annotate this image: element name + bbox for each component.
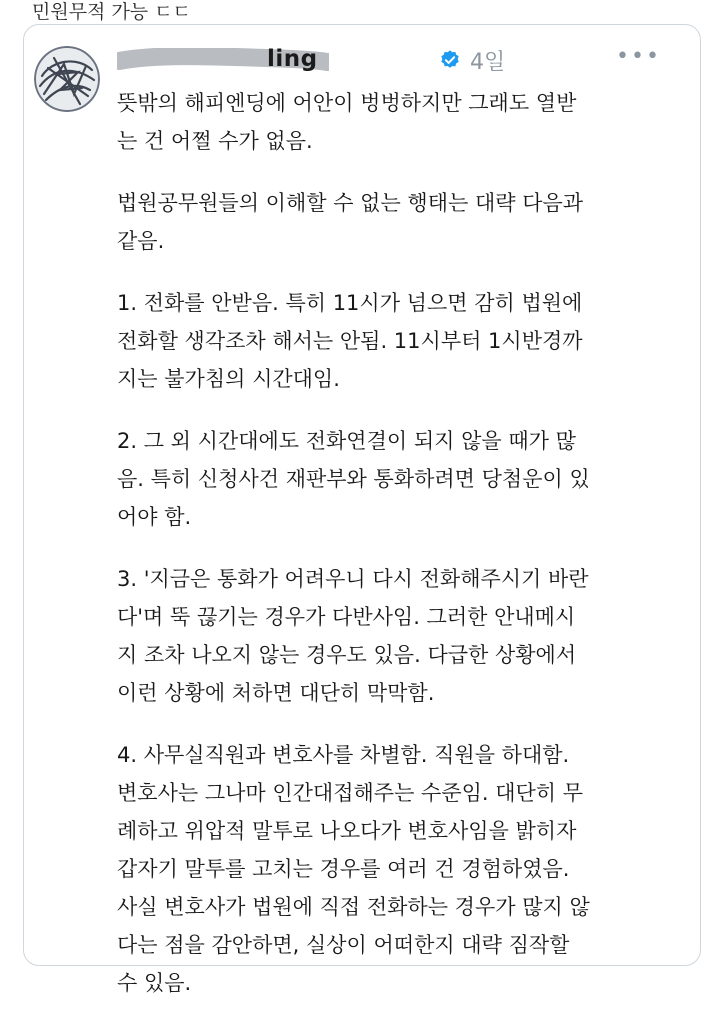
post-paragraph: 3. '지금은 통화가 어려우니 다시 전화해주시기 바란 다'며 뚝 끊기는 경우가 다반사임. 그러한 안내메시 지 조차 나오지 않는 경우도 있음. 다급한 상황에서 이런 상황에 처하면 대단히 막막함. xyxy=(117,567,589,705)
username[interactable]: ling xyxy=(267,46,318,72)
avatar[interactable] xyxy=(34,46,100,112)
more-options-icon[interactable]: ••• xyxy=(616,44,661,69)
post-paragraph: 1. 전화를 안받음. 특히 11시가 넘으면 감히 법원에 전화할 생각조차 해서는 안됨. 11시부터 1시반경까 지는 불가침의 시간대임. xyxy=(117,291,583,391)
post-paragraph: 2. 그 외 시간대에도 전화연결이 되지 않을 때가 많 음. 특히 신청사건 재판부와 통화하려면 당첨운이 있 어야 함. xyxy=(117,429,590,529)
post-body xyxy=(117,84,657,1026)
verified-badge-icon xyxy=(439,49,461,71)
page-caption: 민원무적 가능 ㄷㄷ xyxy=(32,1,191,23)
post-paragraph: 법원공무원들의 이해할 수 없는 행태는 대략 다음과 같음. xyxy=(117,191,584,253)
post-paragraph: 뜻밖의 해피엔딩에 어안이 벙벙하지만 그래도 열받 는 건 어쩔 수가 없음. xyxy=(117,91,577,153)
post-header xyxy=(117,40,661,80)
post-timestamp: 4일 xyxy=(470,50,506,75)
scribbled-avatar-icon xyxy=(34,46,100,112)
post-paragraph: 4. 사무실직원과 변호사를 차별함. 직원을 하대함. 변호사는 그나마 인간대접해주는 수준임. 대단히 무 례하고 위압적 말투로 나오다가 변호사임을 밝히자 갑자기 말투를 고치는 경우를 여러 건 경험하였음. 사실 변호사가 법원에 직접 전화하는 경우가 많지 않 다는 점을 감안하면, 실상이 어떠한지 대략 짐작할 수 있음. xyxy=(117,743,590,995)
